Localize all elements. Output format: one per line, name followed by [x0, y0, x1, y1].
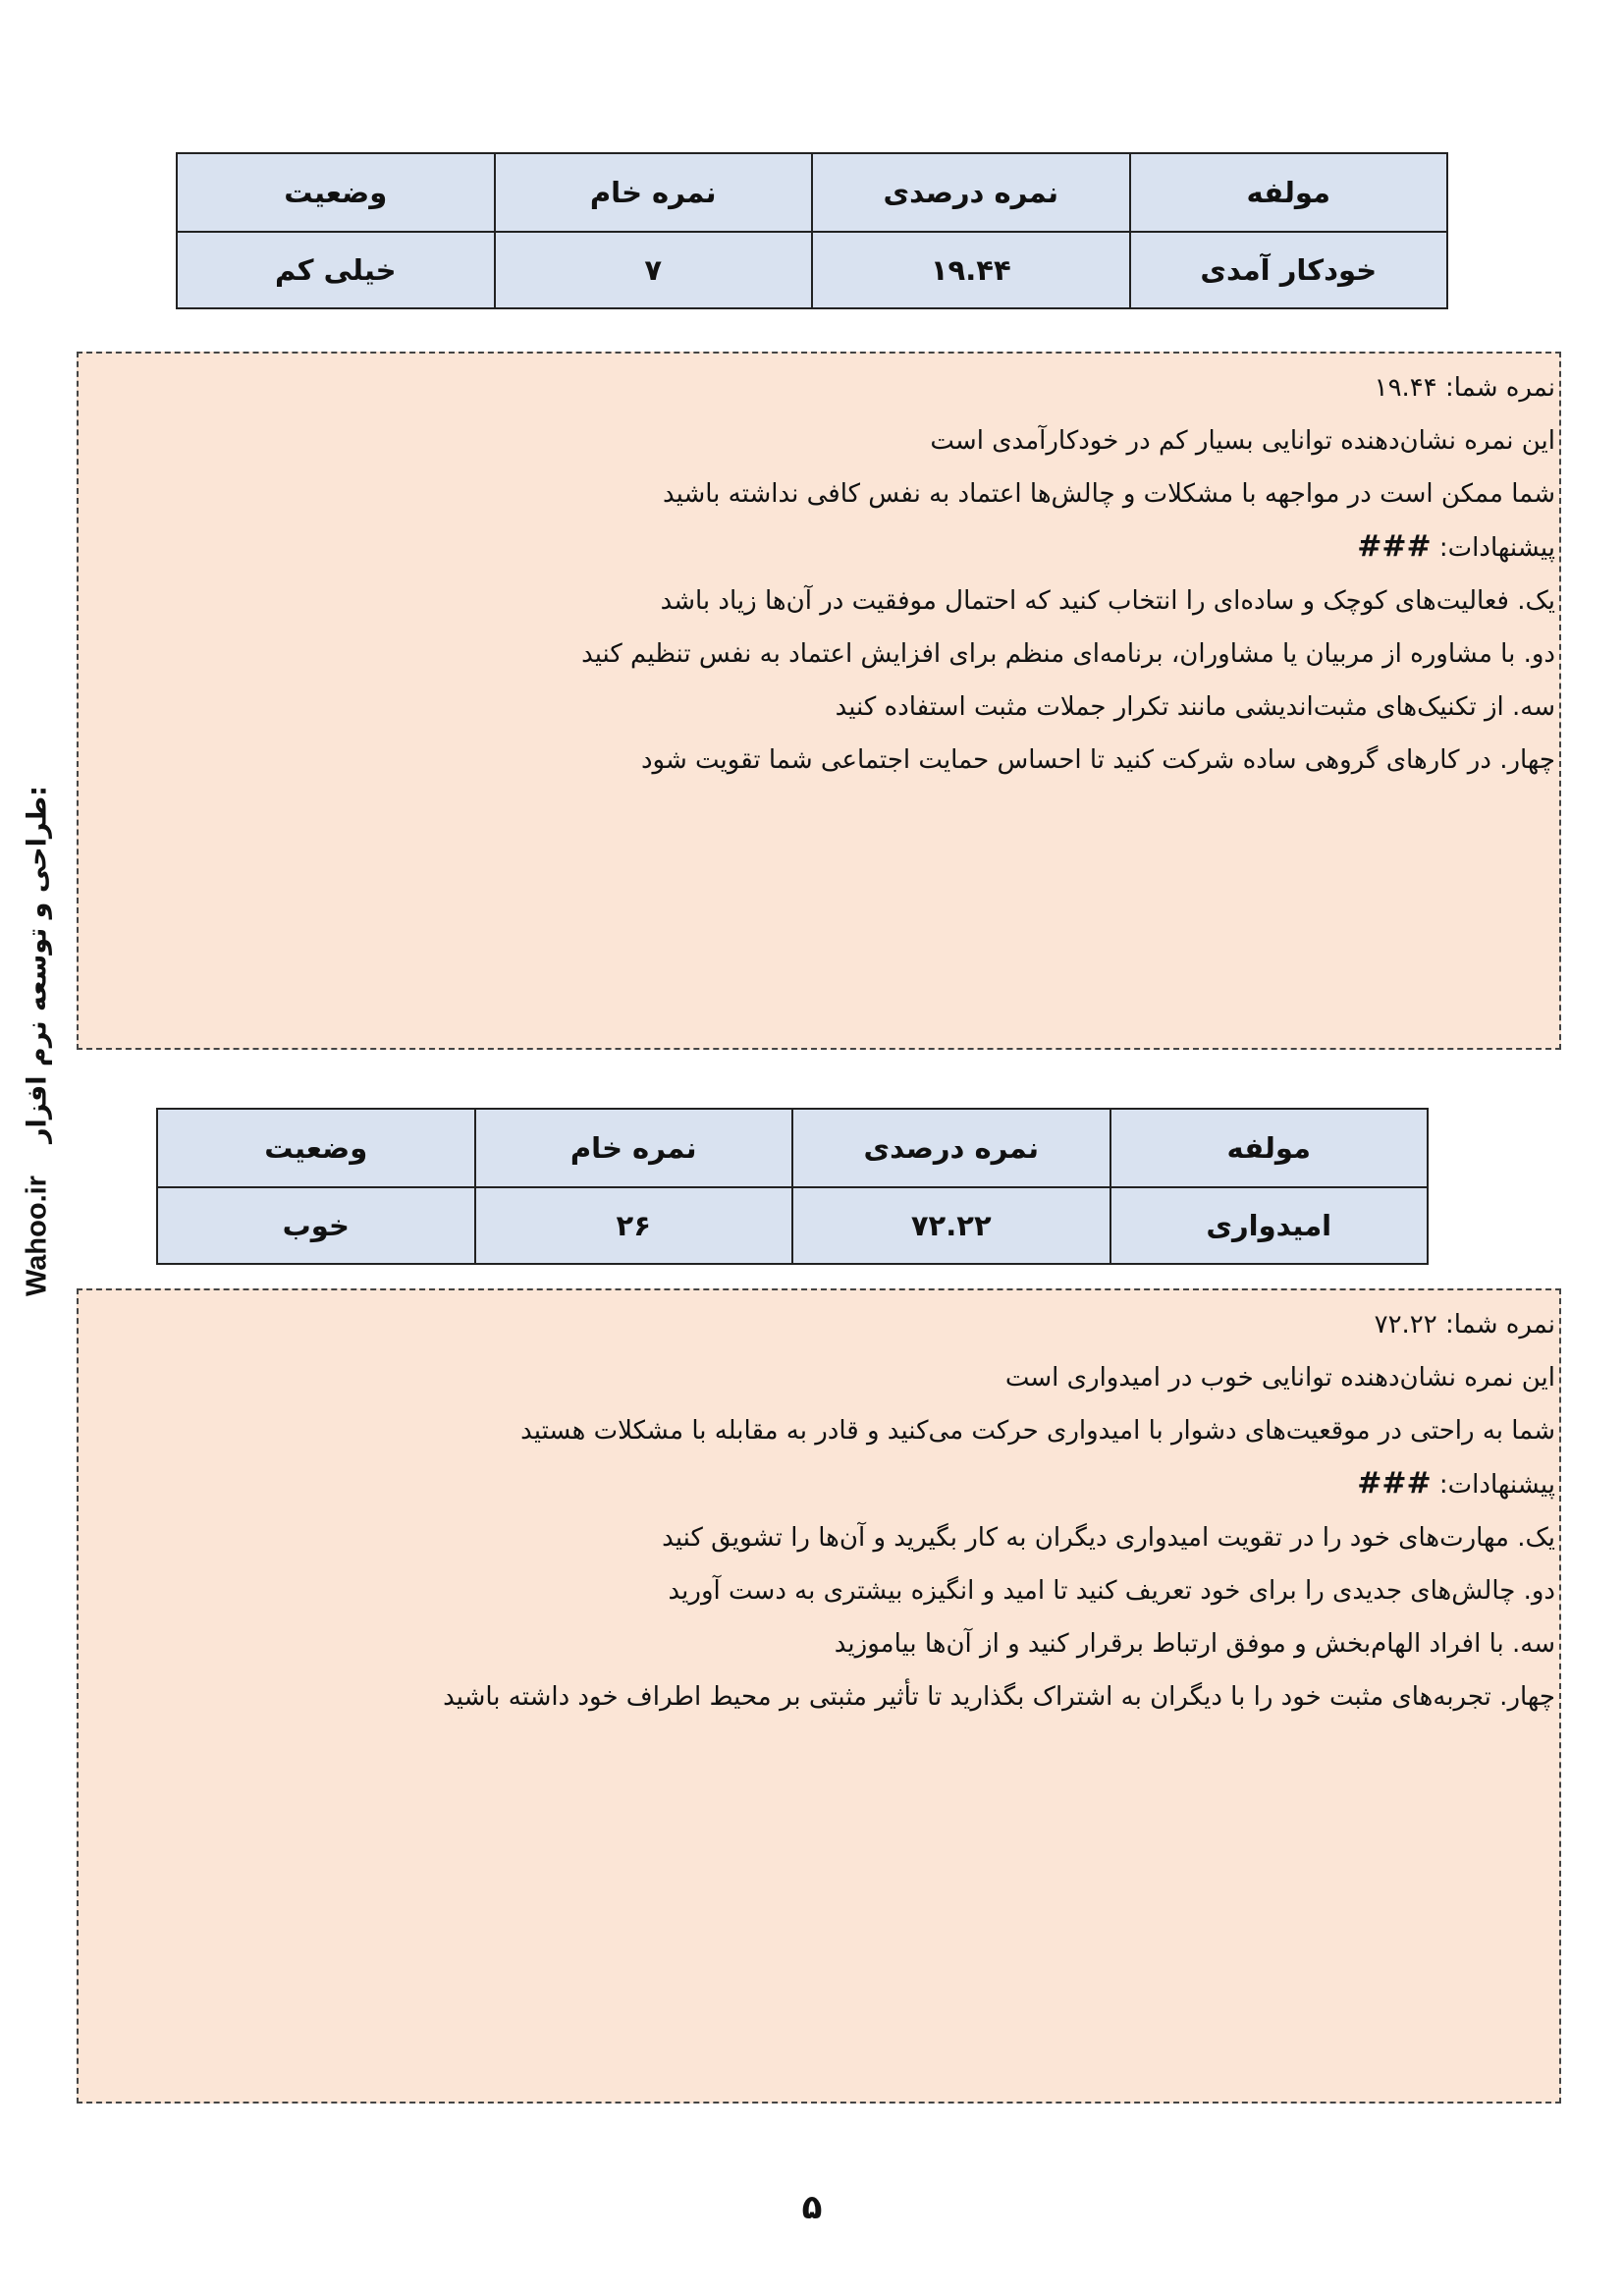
interpretation-line: این نمره نشان‌دهنده توانایی خوب در امیدواری است: [1004, 1363, 1555, 1393]
cell-status: خوب: [157, 1187, 475, 1264]
heading-hash: ###: [1357, 1466, 1432, 1501]
description-line: شما ممکن است در مواجهه با مشکلات و چالش‌ها اعتماد به نفس کافی نداشته باشید: [662, 479, 1555, 509]
interpretation-line: این نمره نشان‌دهنده توانایی بسیار کم در خودکارآمدی است: [930, 426, 1555, 456]
credit-label: طراحی و توسعه نرم افزار:: [22, 786, 53, 1143]
suggestion-item: سه. از تکنیک‌های مثبت‌اندیشی مانند تکرار جملات مثبت استفاده کنید: [835, 692, 1555, 722]
suggestions-heading-text: پیشنهادات:: [1438, 1470, 1555, 1500]
header-percent-score: نمره درصدی: [812, 153, 1130, 232]
header-component: مولفه: [1110, 1109, 1429, 1187]
page-number: ۵: [801, 2188, 823, 2227]
feedback-box-hope: [77, 1288, 1561, 2104]
score-line: نمره شما: ۷۲.۲۲: [1374, 1310, 1555, 1339]
suggestion-item: چهار. در کارهای گروهی ساده شرکت کنید تا احساس حمایت اجتماعی شما تقویت شود: [640, 745, 1555, 775]
cell-percent-score: ۷۲.۲۲: [792, 1187, 1110, 1264]
cell-status: خیلی کم: [177, 232, 495, 308]
table-header-row: [177, 153, 1447, 232]
header-status: وضعیت: [177, 153, 495, 232]
suggestions-heading: [79, 1457, 1555, 1511]
feedback-box-self-efficacy: [77, 352, 1561, 1050]
cell-component: خودکار آمدی: [1130, 232, 1448, 308]
description-line: شما به راحتی در موقعیت‌های دشوار با امیدواری حرکت می‌کنید و قادر به مقابله با مشکلات هستید: [520, 1416, 1555, 1446]
cell-raw-score: ۲۶: [475, 1187, 793, 1264]
table-row: [157, 1187, 1428, 1264]
suggestions-heading-text: پیشنهادات:: [1438, 533, 1555, 563]
suggestion-item: دو. با مشاوره از مربیان یا مشاوران، برنامه‌ای منظم برای افزایش اعتماد به نفس تنظیم کنید: [581, 639, 1555, 669]
table-header-row: [157, 1109, 1428, 1187]
header-raw-score: نمره خام: [495, 153, 813, 232]
credit-site: Wahoo.ir: [21, 1175, 53, 1296]
score-table-hope: [156, 1108, 1429, 1265]
heading-hash: ###: [1357, 529, 1432, 564]
table-row: [177, 232, 1447, 308]
header-component: مولفه: [1130, 153, 1448, 232]
suggestion-item: سه. با افراد الهام‌بخش و موفق ارتباط برقرار کنید و از آن‌ها بیاموزید: [834, 1629, 1555, 1659]
score-table-self-efficacy: [176, 152, 1448, 309]
suggestion-item: یک. مهارت‌های خود را در تقویت امیدواری دیگران به کار بگیرید و آن‌ها را تشویق کنید: [662, 1523, 1555, 1553]
score-line: نمره شما: ۱۹.۴۴: [1374, 373, 1555, 403]
side-credit: [8, 786, 67, 1296]
cell-raw-score: ۷: [495, 232, 813, 308]
suggestion-item: دو. چالش‌های جدیدی را برای خود تعریف کنید تا امید و انگیزه بیشتری به دست آورید: [668, 1576, 1555, 1606]
cell-percent-score: ۱۹.۴۴: [812, 232, 1130, 308]
header-status: وضعیت: [157, 1109, 475, 1187]
suggestion-item: یک. فعالیت‌های کوچک و ساده‌ای را انتخاب کنید که احتمال موفقیت در آن‌ها زیاد باشد: [660, 586, 1555, 616]
suggestion-item: چهار. تجربه‌های مثبت خود را با دیگران به اشتراک بگذارید تا تأثیر مثبتی بر محیط اطراف خود داشته باشید: [443, 1682, 1555, 1712]
header-raw-score: نمره خام: [475, 1109, 793, 1187]
cell-component: امیدواری: [1110, 1187, 1429, 1264]
suggestions-heading: [79, 520, 1555, 574]
header-percent-score: نمره درصدی: [792, 1109, 1110, 1187]
